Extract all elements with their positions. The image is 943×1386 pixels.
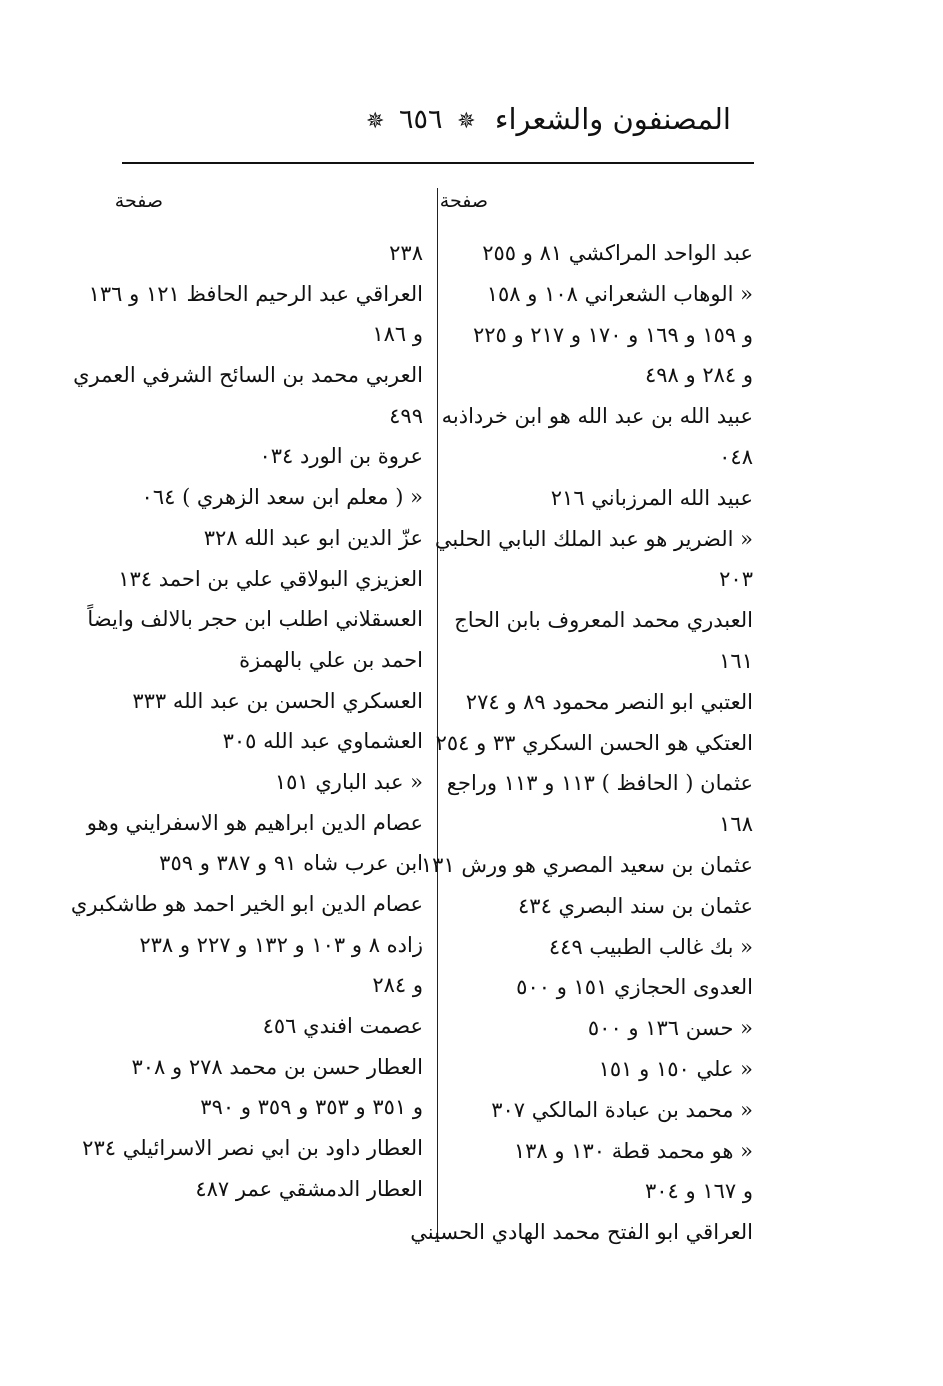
index-entry: احمد بن علي بالهمزة <box>239 647 423 672</box>
index-entry: عصمت افندي ٤٥٦ <box>262 1014 423 1039</box>
index-entry: « هو محمد قطة ١٣٠ و ١٣٨ <box>513 1138 753 1163</box>
index-entry: العسكري الحسن بن عبد الله ٣٣٣ <box>132 688 423 713</box>
index-entry: و ٢٨٤ و ٤٩٨ <box>644 363 753 388</box>
index-entry: العطار حسن بن محمد ٢٧٨ و ٣٠٨ <box>131 1054 423 1079</box>
index-entry: العتكي هو الحسن السكري ٣٣ و ٢٥٤ <box>435 730 753 755</box>
index-entry: عثمان بن سعيد المصري هو ورش ١٣١ <box>420 852 753 877</box>
ornament-icon: ✵ <box>366 109 385 134</box>
index-entry: ١٦٨ <box>719 812 753 837</box>
index-entry: « حسن ١٣٦ و ٥٠٠ <box>587 1016 753 1041</box>
index-entry: « الضرير هو عبد الملك البابي الحلبي <box>434 526 753 551</box>
header-rule <box>122 162 754 164</box>
index-entry: « ( معلم ابن سعد الزهري ) ٠٦٤ <box>141 485 423 510</box>
page-header <box>120 96 753 156</box>
index-entry: « بك غالب الطبيب ٤٤٩ <box>548 934 753 959</box>
index-entry: ٠٤٨ <box>719 444 753 469</box>
index-entry: ٤٩٩ <box>389 403 423 428</box>
index-entry: العدوى الحجازي ١٥١ و ٥٠٠ <box>516 975 753 1000</box>
index-entry: عثمان بن سند البصري ٤٣٤ <box>518 893 753 918</box>
index-entry: العزيزي البولاقي علي بن احمد ١٣٤ <box>118 566 423 591</box>
index-entry: العطار الدمشقي عمر ٤٨٧ <box>195 1176 423 1201</box>
column-heading-right: صفحة <box>439 190 488 212</box>
running-title: المصنفون والشعراء <box>494 102 731 136</box>
column-heading-left: صفحة <box>114 190 163 212</box>
index-entry: « عبد الباري ١٥١ <box>274 769 423 794</box>
index-entry: زاده ٨ و ١٠٣ و ١٣٢ و ٢٢٧ و ٢٣٨ <box>139 932 423 957</box>
index-entry: العربي محمد بن السائح الشرفي العمري <box>73 363 423 388</box>
index-entry: و ٣٥١ و ٣٥٣ و ٣٥٩ و ٣٩٠ <box>200 1095 423 1120</box>
index-entry: العراقي ابو الفتح محمد الهادي الحسيني <box>410 1220 753 1245</box>
index-entry: عبيد الله بن عبد الله هو ابن خرداذبه <box>441 404 753 429</box>
column-divider <box>437 188 438 1242</box>
ornament-icon: ✵ <box>457 109 476 134</box>
index-entry: عبد الواحد المراكشي ٨١ و ٢٥٥ <box>482 241 753 265</box>
index-entry: عزّ الدين ابو عبد الله ٣٢٨ <box>203 525 423 550</box>
index-column-left <box>70 233 423 1210</box>
index-entry: ١٦١ <box>719 648 753 673</box>
index-entry: ٢٠٣ <box>719 567 753 592</box>
index-entry: العشماوي عبد الله ٣٠٥ <box>222 729 423 754</box>
index-entry: العبدري محمد المعروف بابن الحاج <box>454 608 753 633</box>
index-entry: ٢٣٨ <box>389 241 423 265</box>
index-column-right <box>410 233 753 1253</box>
index-entry: عصام الدين ابو الخير احمد هو طاشكبري <box>70 892 423 916</box>
index-entry: « الوهاب الشعراني ١٠٨ و ١٥٨ <box>486 281 753 306</box>
index-entry: « علي ١٥٠ و ١٥١ <box>598 1056 753 1081</box>
index-entry: العتبي ابو النصر محمود ٨٩ و ٢٧٤ <box>465 689 753 714</box>
page-number: ٦٥٦ <box>399 104 443 135</box>
index-entry: عروة بن الورد ٠٣٤ <box>259 444 423 469</box>
index-entry: عثمان ( الحافظ ) ١١٣ و ١١٣ وراجع <box>446 771 753 796</box>
index-entry: العسقلاني اطلب ابن حجر بالالف وايضاً <box>87 607 423 632</box>
index-entry: ابن عرب شاه ٩١ و ٣٨٧ و ٣٥٩ <box>159 851 423 876</box>
index-entry: و ١٥٩ و ١٦٩ و ١٧٠ و ٢١٧ و ٢٢٥ <box>472 322 753 347</box>
index-entry: و ١٨٦ <box>372 322 423 347</box>
page-number-block <box>360 104 482 135</box>
index-entry: العراقي عبد الرحيم الحافظ ١٢١ و ١٣٦ <box>88 281 423 306</box>
index-entry: « محمد بن عبادة المالكي ٣٠٧ <box>491 1097 753 1122</box>
index-entry: عصام الدين ابراهيم هو الاسفرايني وهو <box>86 810 423 835</box>
index-entry: و ١٦٧ و ٣٠٤ <box>644 1179 753 1204</box>
index-entry: العطار داود بن ابي نصر الاسرائيلي ٢٣٤ <box>82 1136 423 1161</box>
index-entry: و ٢٨٤ <box>372 973 423 998</box>
index-entry: عبيد الله المرزباني ٢١٦ <box>550 485 753 510</box>
